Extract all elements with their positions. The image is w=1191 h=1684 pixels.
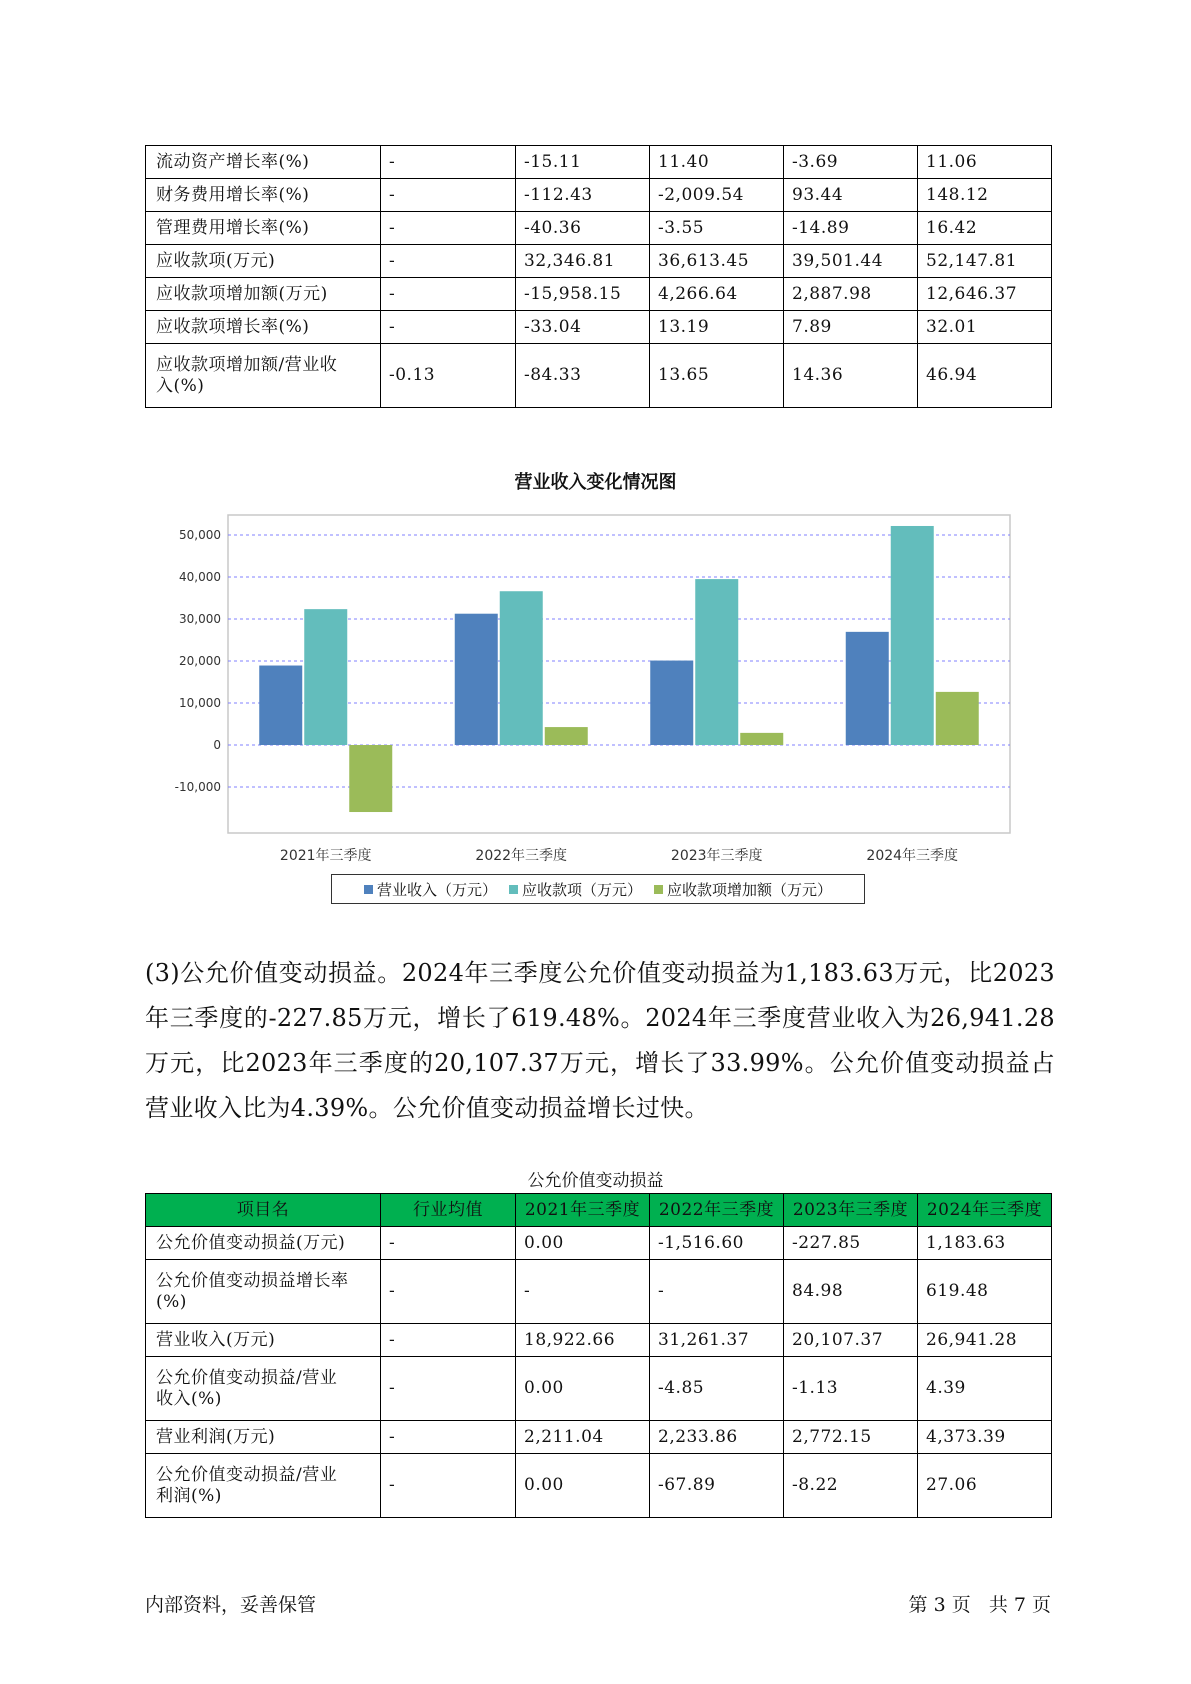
header-industry-avg: 行业均值 xyxy=(381,1194,516,1227)
y-tick-label: 0 xyxy=(213,738,221,752)
table-row xyxy=(146,1357,1052,1421)
table-caption: 公允价值变动损益 xyxy=(527,1171,664,1191)
cell-2022q3: -4.85 xyxy=(650,1357,784,1421)
cell-2023q3: -1.13 xyxy=(784,1357,918,1421)
y-tick-label: -10,000 xyxy=(174,780,221,794)
cell-2021q3: -15,958.15 xyxy=(516,278,650,311)
legend-label: 营业收入（万元） xyxy=(376,880,497,899)
cell-2023q3: 14.36 xyxy=(784,344,918,408)
cell-2024q3: 52,147.81 xyxy=(918,245,1052,278)
bar xyxy=(936,692,979,745)
cell-2023q3: -227.85 xyxy=(784,1227,918,1260)
row-label: 流动资产增长率(%) xyxy=(146,146,381,179)
legend-label: 应收款项增加额（万元） xyxy=(667,880,833,899)
x-tick-label: 2024年三季度 xyxy=(866,848,959,864)
table-row xyxy=(146,1421,1052,1454)
cell-2024q3: 4,373.39 xyxy=(918,1421,1052,1454)
cell-2021q3: -40.36 xyxy=(516,212,650,245)
cell-2023q3: 39,501.44 xyxy=(784,245,918,278)
header-2022q3: 2022年三季度 xyxy=(650,1194,784,1227)
y-tick-label: 10,000 xyxy=(179,696,221,710)
row-label: 应收款项(万元) xyxy=(146,245,381,278)
cell-2022q3: 4,266.64 xyxy=(650,278,784,311)
bar xyxy=(259,666,302,745)
bar xyxy=(650,661,693,745)
x-tick-label: 2023年三季度 xyxy=(670,848,763,864)
cell-2021q3: 0.00 xyxy=(516,1357,650,1421)
cell-2021q3: -112.43 xyxy=(516,179,650,212)
cell-2021q3: -15.11 xyxy=(516,146,650,179)
cell-2024q3: 12,646.37 xyxy=(918,278,1052,311)
bar xyxy=(455,614,498,745)
cell-2024q3: 11.06 xyxy=(918,146,1052,179)
cell-industry-avg: - xyxy=(381,245,516,278)
cell-2023q3: 7.89 xyxy=(784,311,918,344)
row-label: 营业收入(万元) xyxy=(146,1324,381,1357)
cell-2023q3: 2,772.15 xyxy=(784,1421,918,1454)
cell-2022q3: -1,516.60 xyxy=(650,1227,784,1260)
cell-industry-avg: - xyxy=(381,1357,516,1421)
row-label: 公允价值变动损益(万元) xyxy=(146,1227,381,1260)
table-row xyxy=(146,1454,1052,1518)
row-label: 管理费用增长率(%) xyxy=(146,212,381,245)
bar xyxy=(695,579,738,745)
cell-2022q3: 36,613.45 xyxy=(650,245,784,278)
cell-2024q3: 4.39 xyxy=(918,1357,1052,1421)
cell-industry-avg: - xyxy=(381,1227,516,1260)
row-label: 营业利润(万元) xyxy=(146,1421,381,1454)
y-tick-label: 40,000 xyxy=(179,570,221,584)
table-header-row xyxy=(146,1194,1052,1227)
cell-2024q3: 619.48 xyxy=(918,1260,1052,1324)
y-tick-label: 50,000 xyxy=(179,528,221,542)
cell-industry-avg: - xyxy=(381,1421,516,1454)
row-label: 财务费用增长率(%) xyxy=(146,179,381,212)
cell-industry-avg: - xyxy=(381,311,516,344)
legend-swatch xyxy=(654,885,663,894)
cell-2022q3: - xyxy=(650,1260,784,1324)
cell-2023q3: 84.98 xyxy=(784,1260,918,1324)
cell-2021q3: 0.00 xyxy=(516,1454,650,1518)
cell-2023q3: 2,887.98 xyxy=(784,278,918,311)
cell-2022q3: 13.19 xyxy=(650,311,784,344)
cell-industry-avg: - xyxy=(381,1260,516,1324)
cell-2022q3: 11.40 xyxy=(650,146,784,179)
cell-2024q3: 32.01 xyxy=(918,311,1052,344)
table-row xyxy=(146,1324,1052,1357)
chart-legend xyxy=(331,874,865,904)
legend-swatch xyxy=(364,885,373,894)
cell-2024q3: 1,183.63 xyxy=(918,1227,1052,1260)
cell-2021q3: 18,922.66 xyxy=(516,1324,650,1357)
x-tick-label: 2021年三季度 xyxy=(279,848,372,864)
header-2021q3: 2021年三季度 xyxy=(516,1194,650,1227)
legend-item xyxy=(364,879,497,900)
cell-2024q3: 148.12 xyxy=(918,179,1052,212)
cell-industry-avg: - xyxy=(381,212,516,245)
row-label: 应收款项增加额(万元) xyxy=(146,278,381,311)
header-item-name: 项目名 xyxy=(146,1194,381,1227)
legend-label: 应收款项（万元） xyxy=(521,880,642,899)
table-row xyxy=(146,1227,1052,1260)
cell-2023q3: 20,107.37 xyxy=(784,1324,918,1357)
cell-industry-avg: -0.13 xyxy=(381,344,516,408)
row-label: 公允价值变动损益增长率 (%) xyxy=(146,1260,381,1324)
cell-industry-avg: - xyxy=(381,146,516,179)
cell-2023q3: 93.44 xyxy=(784,179,918,212)
cell-2024q3: 16.42 xyxy=(918,212,1052,245)
row-label: 应收款项增加额/营业收 入(%) xyxy=(146,344,381,408)
cell-2022q3: -3.55 xyxy=(650,212,784,245)
cell-2022q3: 13.65 xyxy=(650,344,784,408)
header-2024q3: 2024年三季度 xyxy=(918,1194,1052,1227)
cell-2021q3: 0.00 xyxy=(516,1227,650,1260)
cell-2021q3: -33.04 xyxy=(516,311,650,344)
cell-2022q3: 2,233.86 xyxy=(650,1421,784,1454)
cell-2022q3: -67.89 xyxy=(650,1454,784,1518)
cell-2023q3: -8.22 xyxy=(784,1454,918,1518)
fair-value-paragraph: (3)公允价值变动损益。2024年三季度公允价值变动损益为1,183.63万元，比2023年三季度的-227.85万元，增长了619.48%。2024年三季度营业收入为26,941.28万元，比2023年三季度的20,107.37万元，增长了33.99%。公允价值变动损益占营业收入比为4.39%。公允价值变动损益增长过快。 xyxy=(145,959,1055,1122)
bar xyxy=(349,745,392,812)
bar xyxy=(740,733,783,745)
bar xyxy=(304,609,347,745)
header-2023q3: 2023年三季度 xyxy=(784,1194,918,1227)
y-tick-label: 20,000 xyxy=(179,654,221,668)
row-label: 应收款项增长率(%) xyxy=(146,311,381,344)
cell-2021q3: 2,211.04 xyxy=(516,1421,650,1454)
row-label: 公允价值变动损益/营业 利润(%) xyxy=(146,1454,381,1518)
legend-swatch xyxy=(509,885,518,894)
table-row xyxy=(146,1260,1052,1324)
footer-confidential-note: 内部资料，妥善保管 xyxy=(145,1594,317,1616)
bar xyxy=(891,526,934,745)
cell-2021q3: 32,346.81 xyxy=(516,245,650,278)
cell-2023q3: -3.69 xyxy=(784,146,918,179)
cell-industry-avg: - xyxy=(381,278,516,311)
cell-industry-avg: - xyxy=(381,1454,516,1518)
row-label: 公允价值变动损益/营业 收入(%) xyxy=(146,1357,381,1421)
chart-title: 营业收入变化情况图 xyxy=(514,472,677,493)
cell-2024q3: 46.94 xyxy=(918,344,1052,408)
cell-2024q3: 27.06 xyxy=(918,1454,1052,1518)
cell-industry-avg: - xyxy=(381,1324,516,1357)
cell-industry-avg: - xyxy=(381,179,516,212)
legend-item xyxy=(509,879,642,900)
fair-value-table xyxy=(145,1193,1052,1518)
legend-item xyxy=(654,879,832,900)
cell-2024q3: 26,941.28 xyxy=(918,1324,1052,1357)
x-tick-label: 2022年三季度 xyxy=(475,848,568,864)
footer-page-number: 第 3 页 共 7 页 xyxy=(908,1594,1051,1616)
cell-2023q3: -14.89 xyxy=(784,212,918,245)
cell-2022q3: -2,009.54 xyxy=(650,179,784,212)
bar xyxy=(500,591,543,745)
bar xyxy=(846,632,889,745)
y-tick-label: 30,000 xyxy=(179,612,221,626)
bar xyxy=(545,727,588,745)
cell-2021q3: - xyxy=(516,1260,650,1324)
cell-2022q3: 31,261.37 xyxy=(650,1324,784,1357)
cell-2021q3: -84.33 xyxy=(516,344,650,408)
